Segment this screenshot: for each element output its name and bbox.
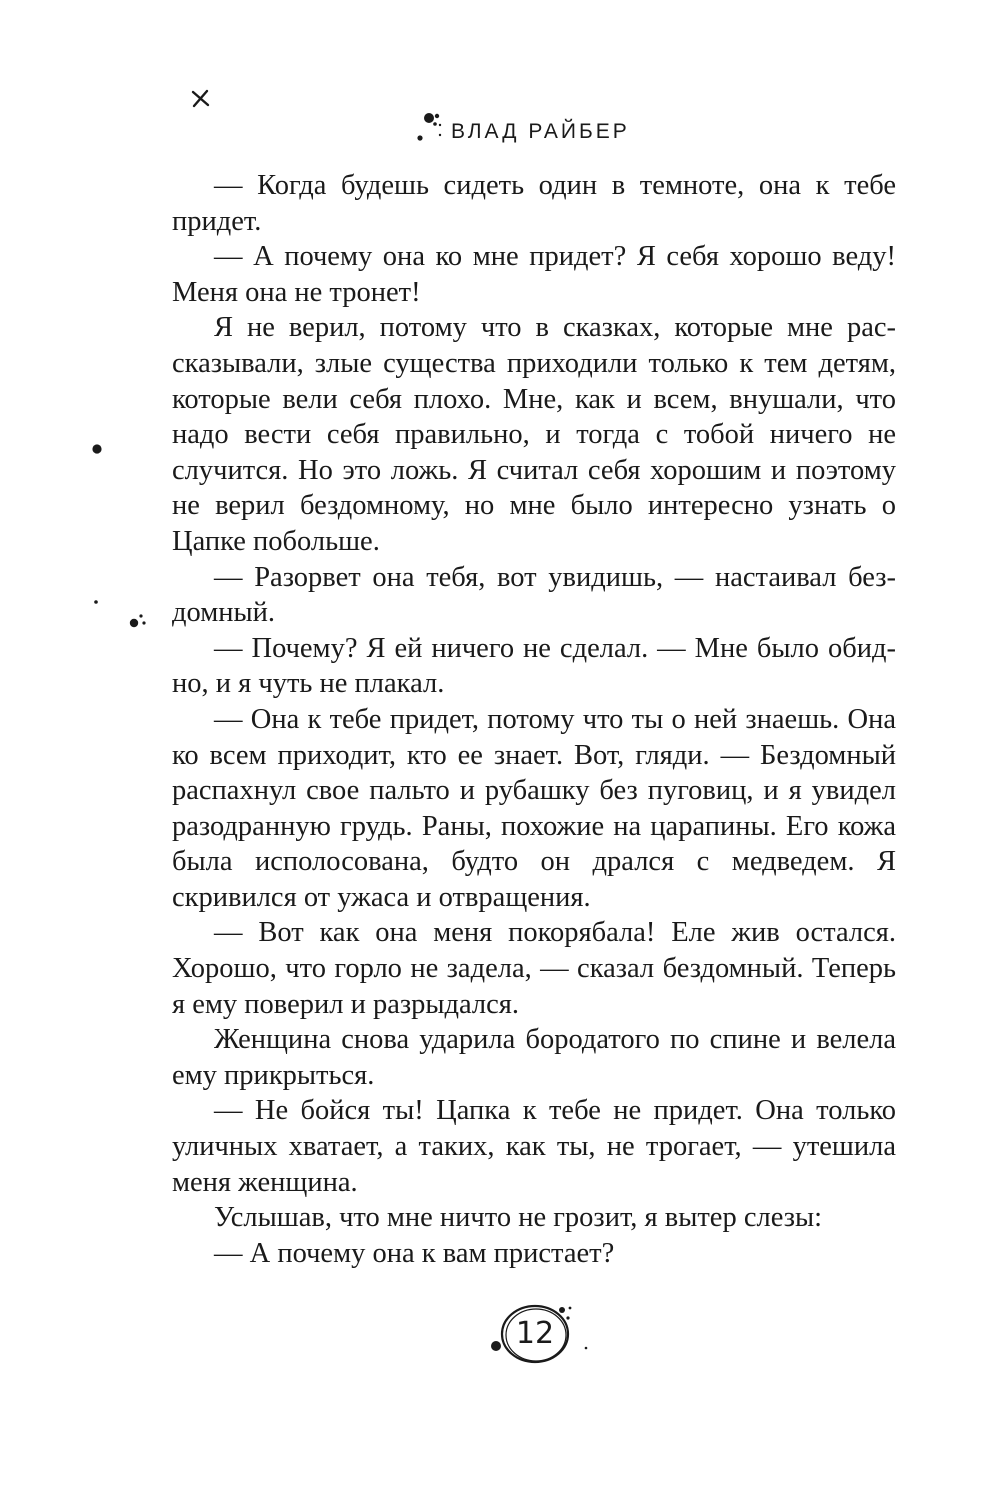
paragraph: — Разорвет она тебя, вот увидишь, — настаивал бездомный.	[172, 561, 896, 629]
ink-dots-icon	[124, 608, 150, 634]
cross-mark-icon	[190, 88, 212, 110]
ink-dot-icon	[90, 442, 104, 456]
paragraph: — А почему она к вам пристает?	[214, 1237, 615, 1269]
paragraph: — Не бойся ты! Цапка к тебе не придет. Она только уличных хватает, а таких, как ты, не трогает, — утешила меня женщина.	[172, 1095, 896, 1198]
ink-dots-icon	[415, 110, 445, 146]
author-name: ВЛАД РАЙБЕР	[451, 120, 630, 143]
running-header	[415, 108, 630, 148]
body-text	[172, 168, 896, 1271]
page-number	[488, 1300, 598, 1370]
paragraph: — Вот как она меня покорябала! Еле жив остался. Хорошо, что горло не задела, — сказал бездомный. Теперь я ему поверил и разрыдался.	[172, 917, 896, 1020]
paragraph: Услышав, что мне ничто не грозит, я вытер слезы:	[214, 1202, 823, 1234]
ink-dot-icon	[92, 598, 100, 606]
page-number-text: 12	[515, 1316, 555, 1351]
paragraph: — Почему? Я ей ничего не сделал. — Мне было обидно, и я чуть не плакал.	[172, 632, 896, 700]
paragraph: — А почему она ко мне придет? Я себя хорошо веду! Меня она не тронет!	[172, 241, 896, 308]
paragraph: — Когда будешь сидеть один в темноте, она к тебе придет.	[172, 170, 896, 237]
paragraph: Я не верил, потому что в сказках, которые мне рассказывали, злые существа приходили только к тем детям, которые вели себя плохо. Мне, как и всем, внушали, что надо вести себя правильно, и тогда с тобой ничего не случится. Но это ложь. Я считал себя хорошим и поэтому не верил бездомному, но мне было интересно узнать о Цапке побольше.	[172, 312, 896, 557]
paragraph: Женщина снова ударила бородатого по спине и велела ему прикрыться.	[172, 1024, 896, 1091]
paragraph: — Она к тебе придет, потому что ты о ней знаешь. Она ко всем приходит, кто ее знает. Вот, гляди. — Бездомный распахнул свое пальто и рубашку без пуговиц, и я увидел разодранную грудь. Раны, похожие на царапины. Его кожа была исполосована, будто он дрался с медведем. Я скривился от ужаса и отвращения.	[172, 703, 896, 913]
